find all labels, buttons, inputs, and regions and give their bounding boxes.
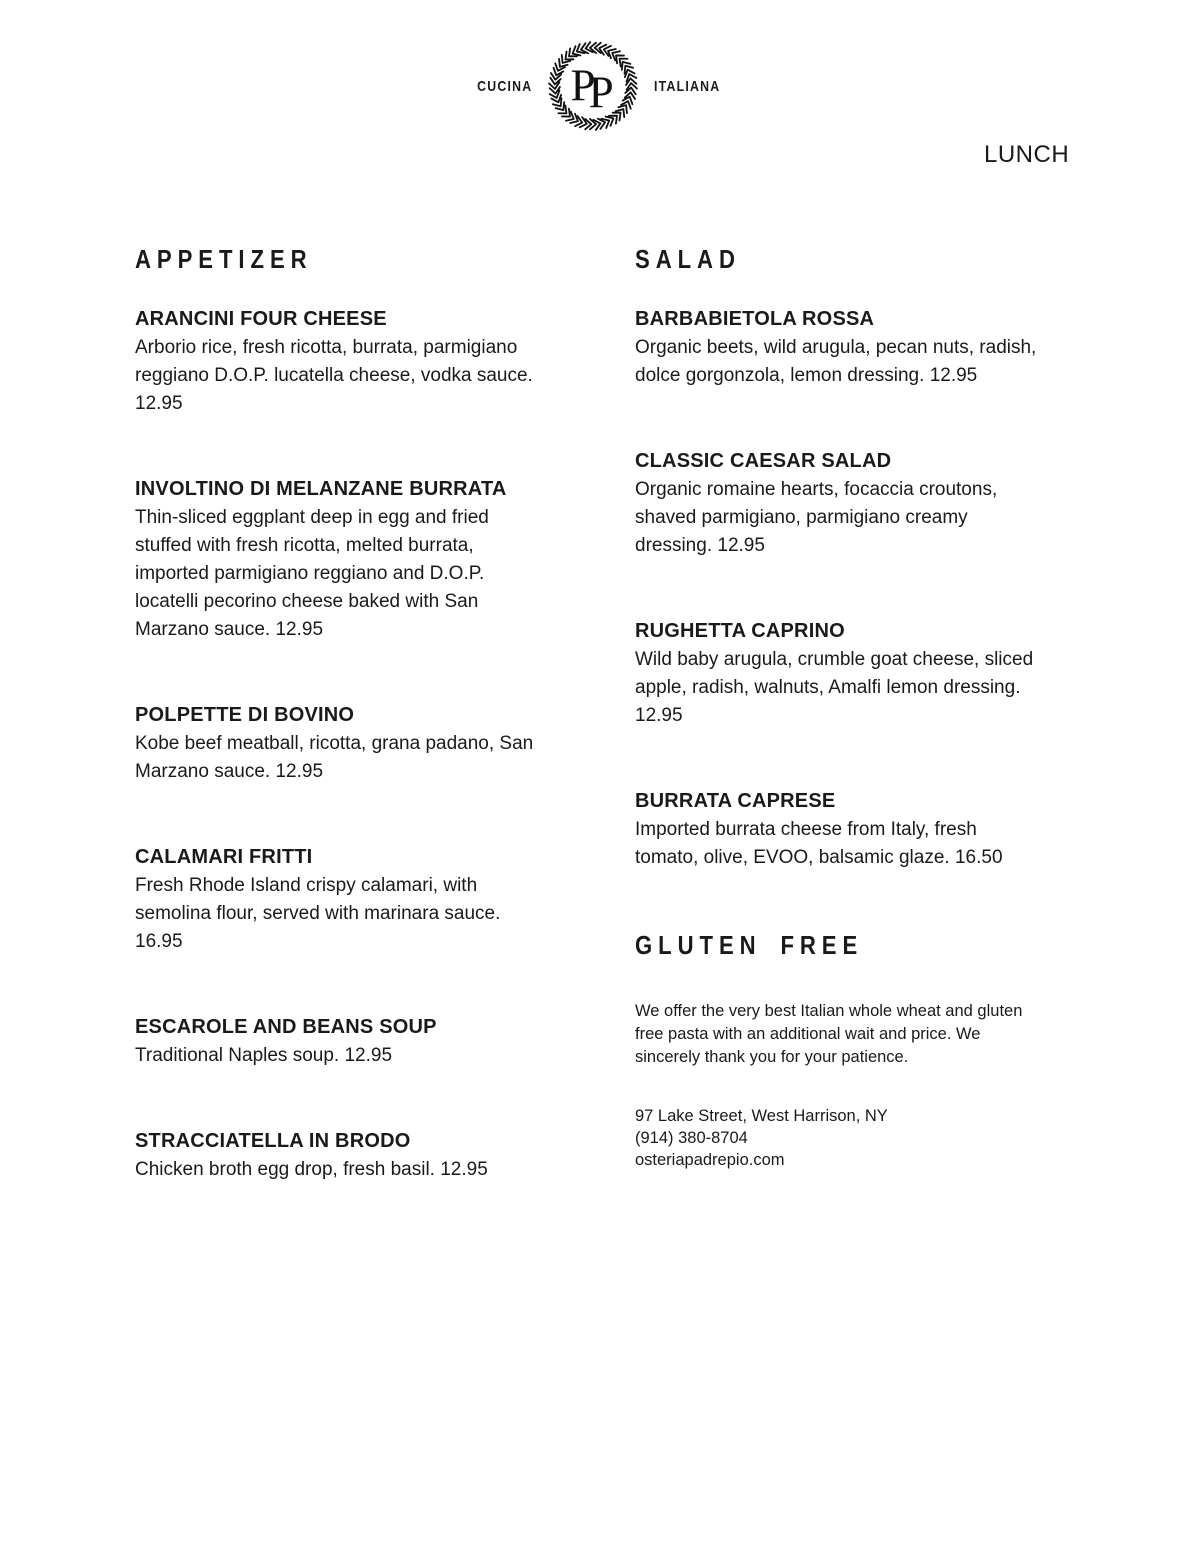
website-url: osteriapadrepio.com [635, 1151, 785, 1169]
item-description: Traditional Naples soup. 12.95 [135, 1045, 393, 1066]
item-price: 12.95 [929, 365, 978, 386]
item-name: POLPETTE DI BOVINO [135, 704, 355, 726]
item-name: RUGHETTA CAPRINO [635, 620, 845, 642]
section-title-salad: SALAD [635, 244, 741, 274]
item-name: CALAMARI FRITTI [135, 846, 313, 868]
logo-italiana-text: ITALIANA [654, 77, 721, 95]
item-name: ESCAROLE AND BEANS SOUP [135, 1016, 437, 1038]
section-title-gluten-free: GLUTEN FREE [635, 930, 864, 960]
appetizer-section [135, 244, 539, 1242]
meal-label: LUNCH [984, 141, 1070, 168]
menu-item-polpette [135, 702, 539, 786]
item-description: Thin-sliced eggplant deep in egg and fried stuffed with fresh ricotta, melted burrata, imported parmigiano reggiano and D.O.P. locatelli pecorino cheese baked with San Marzano sauce. 12.95 [135, 507, 489, 640]
monogram-letter-second: P [588, 67, 614, 118]
item-price: 16.50 [954, 847, 1003, 868]
item-name: BARBABIETOLA ROSSA [635, 308, 875, 330]
item-price: 12.95 [135, 393, 183, 414]
menu-item-escarole [135, 1014, 539, 1070]
menu-item-caesar [635, 448, 1039, 560]
item-name: ARANCINI FOUR CHEESE [135, 308, 387, 330]
item-name: CLASSIC CAESAR SALAD [635, 450, 892, 472]
item-price: 16.95 [135, 931, 183, 952]
laurel-wreath-icon [541, 34, 645, 138]
item-name: BURRATA CAPRESE [635, 790, 836, 812]
item-description: Imported burrata cheese from Italy, fresh tomato, olive, EVOO, balsamic glaze. 16.50 [635, 819, 1003, 868]
salad-section [635, 244, 1039, 1171]
restaurant-logo [0, 34, 1200, 138]
item-price: 12.95 [717, 535, 765, 556]
monogram-letter-first: P [570, 60, 596, 111]
item-name: INVOLTINO DI MELANZANE BURRATA [135, 478, 507, 500]
menu-item-rughetta [635, 618, 1039, 730]
menu-item-involtino [135, 476, 539, 644]
item-description: Wild baby arugula, crumble goat cheese, sliced apple, radish, walnuts, Amalfi lemon dressing. 12.95 [635, 649, 1034, 726]
item-price: 12.95 [440, 1159, 488, 1180]
menu-item-arancini [135, 306, 539, 418]
item-description: Fresh Rhode Island crispy calamari, with semolina flour, served with marinara sauce. 16.95 [135, 875, 501, 952]
menu-item-burrata-caprese [635, 788, 1039, 872]
gluten-free-note: We offer the very best Italian whole wheat and gluten free pasta with an additional wait and price. We sincerely thank you for your patience. [635, 1002, 1023, 1066]
menu-item-calamari [135, 844, 539, 956]
contact-block [635, 1105, 1039, 1171]
item-price: 12.95 [635, 705, 683, 726]
menu-item-stracciatella [135, 1128, 539, 1184]
item-description: Kobe beef meatball, ricotta, grana padano, San Marzano sauce. 12.95 [135, 733, 534, 782]
logo-cucina-text: CUCINA [476, 77, 533, 95]
item-description: Arborio rice, fresh ricotta, burrata, parmigiano reggiano D.O.P. lucatella cheese, vodka sauce. 12.95 [135, 337, 533, 414]
phone-number: (914) 380-8704 [635, 1129, 748, 1147]
item-price: 12.95 [275, 761, 324, 782]
menu-item-barbabietola [635, 306, 1039, 390]
item-description: Organic romaine hearts, focaccia croutons, shaved parmigiano, parmigiano creamy dressing. 12.95 [635, 479, 998, 556]
section-title-appetizer: APPETIZER [135, 244, 313, 274]
address-line: 97 Lake Street, West Harrison, NY [635, 1107, 888, 1125]
item-price: 12.95 [344, 1045, 393, 1066]
item-name: STRACCIATELLA IN BRODO [135, 1130, 411, 1152]
item-description: Chicken broth egg drop, fresh basil. 12.95 [135, 1159, 488, 1180]
item-price: 12.95 [275, 619, 324, 640]
item-description: Organic beets, wild arugula, pecan nuts, radish, dolce gorgonzola, lemon dressing. 12.95 [635, 337, 1037, 386]
